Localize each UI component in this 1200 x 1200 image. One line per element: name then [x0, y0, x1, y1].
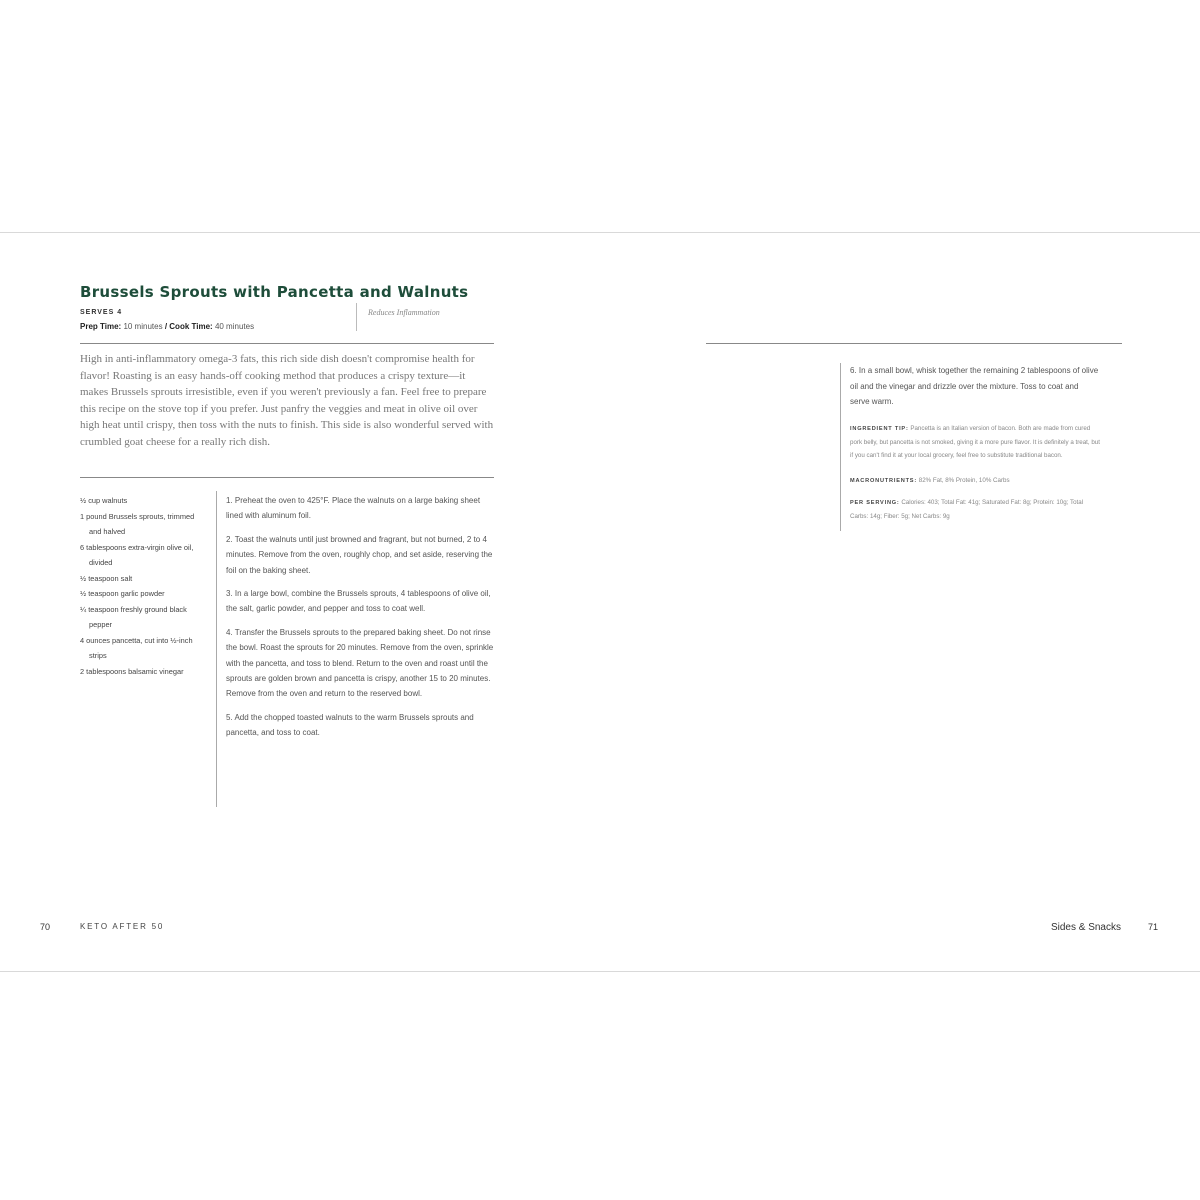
ingredient-tip-text: Pancetta is an Italian version of bacon. Both are made from cured pork belly, but pancetta is not smoked, giving it a more pure flavor. It is definitely a treat, but if you can't find it at your local grocery, feel free to substitute traditional bacon.: [850, 424, 1100, 459]
section-title: Sides & Snacks: [1050, 922, 1121, 933]
ingredient-item: 1 pound Brussels sprouts, trimmed and halved: [80, 511, 195, 536]
health-tag: Reduces Inflammation: [368, 308, 440, 317]
right-page-number: 71: [1147, 922, 1158, 932]
ingredient-item: 4 ounces pancetta, cut into ½-inch strips: [80, 635, 193, 660]
ingredient-item: ½ teaspoon garlic powder: [80, 589, 165, 598]
intro-rule: [80, 477, 494, 478]
time-info: [80, 322, 254, 331]
recipe-title: Brussels Sprouts with Pancetta and Walnuts: [80, 283, 469, 301]
ingredient-item: 6 tablespoons extra-virgin olive oil, divided: [80, 542, 194, 567]
instruction-list: [226, 493, 494, 749]
ingredient-item: ½ teaspoon salt: [80, 573, 133, 583]
instruction-step: 2. Toast the walnuts until just browned and fragrant, but not burned, 2 to 4 minutes. Remove from the oven, roughly chop, and set aside, reserving the foil on the baking sheet.: [226, 534, 493, 575]
instruction-step: 1. Preheat the oven to 425°F. Place the walnuts on a large baking sheet lined with aluminum foil.: [226, 496, 481, 521]
prep-time-label: Prep Time:: [80, 322, 122, 331]
serves-info: [80, 309, 122, 316]
book-spread: [0, 232, 1200, 972]
ingredient-list: [80, 493, 205, 679]
right-page-rule: [706, 343, 1122, 344]
serves-label: SERVES: [80, 309, 115, 316]
column-divider: [216, 491, 217, 807]
instruction-step: 3. In a large bowl, combine the Brussels sprouts, 4 tablespoons of olive oil, the salt, garlic powder, and pepper and toss to coat well.: [226, 589, 491, 614]
per-serving-text: Calories: 403; Total Fat: 41g; Saturated Fat: 8g; Protein: 10g; Total Carbs: 14g; Fiber: 5g; Net Carbs: 9g: [850, 498, 1084, 520]
right-page-panel: [840, 363, 1100, 531]
cook-time-label: Cook Time:: [169, 322, 213, 331]
instruction-step: 4. Transfer the Brussels sprouts to the prepared baking sheet. Do not rinse the bowl. Roast the sprouts for 20 minutes. Remove from the oven, sprinkle with the pancetta, and toss to blend. Return to the oven and roast until the sprouts are golden brown and pancetta is crispy, another 15 to 20 minutes. Remove from the oven and return to the reserved bowl.: [226, 627, 494, 699]
per-serving-label: PER SERVING:: [850, 499, 900, 506]
left-page-number: 70: [40, 922, 51, 932]
serves-value: 4: [117, 309, 123, 316]
ingredient-tip-label: INGREDIENT TIP:: [850, 425, 909, 432]
recipe-intro: High in anti-inflammatory omega-3 fats, this rich side dish doesn't compromise health for flavor! Roasting is an easy hands-off cooking method that produces a crispy texture—it makes Brussels sprouts irresistible, even if you weren't previously a fan. Feel free to prepare this recipe on the stove top if you prefer. Just panfry the veggies and meat in olive oil over high heat until crispy, then toss with the nuts to finish. This side is also wonderful served with crumbled goat cheese for a really rich dish.: [80, 353, 494, 448]
prep-time-value: 10 minutes: [123, 322, 163, 331]
instruction-step: 5. Add the chopped toasted walnuts to the warm Brussels sprouts and pancetta, and toss to coat.: [226, 712, 474, 738]
per-serving: [850, 496, 1100, 523]
book-title: KETO AFTER 50: [80, 922, 165, 931]
header-rule: [80, 343, 494, 344]
tag-divider: [356, 303, 357, 331]
time-separator: /: [164, 322, 168, 331]
ingredient-item: ½ cup walnuts: [80, 496, 128, 505]
macronutrients: [850, 474, 1100, 488]
cook-time-value: 40 minutes: [214, 322, 255, 331]
ingredient-tip: [850, 422, 1100, 462]
macronutrients-text: 82% Fat, 8% Protein, 10% Carbs: [918, 476, 1010, 484]
ingredient-item: 2 tablespoons balsamic vinegar: [80, 666, 184, 676]
instruction-step: 6. In a small bowl, whisk together the remaining 2 tablespoons of olive oil and the vinegar and drizzle over the mixture. Toss to coat and serve warm.: [850, 366, 1099, 406]
macronutrients-label: MACRONUTRIENTS:: [850, 477, 918, 484]
ingredient-item: ¼ teaspoon freshly ground black pepper: [80, 604, 187, 629]
